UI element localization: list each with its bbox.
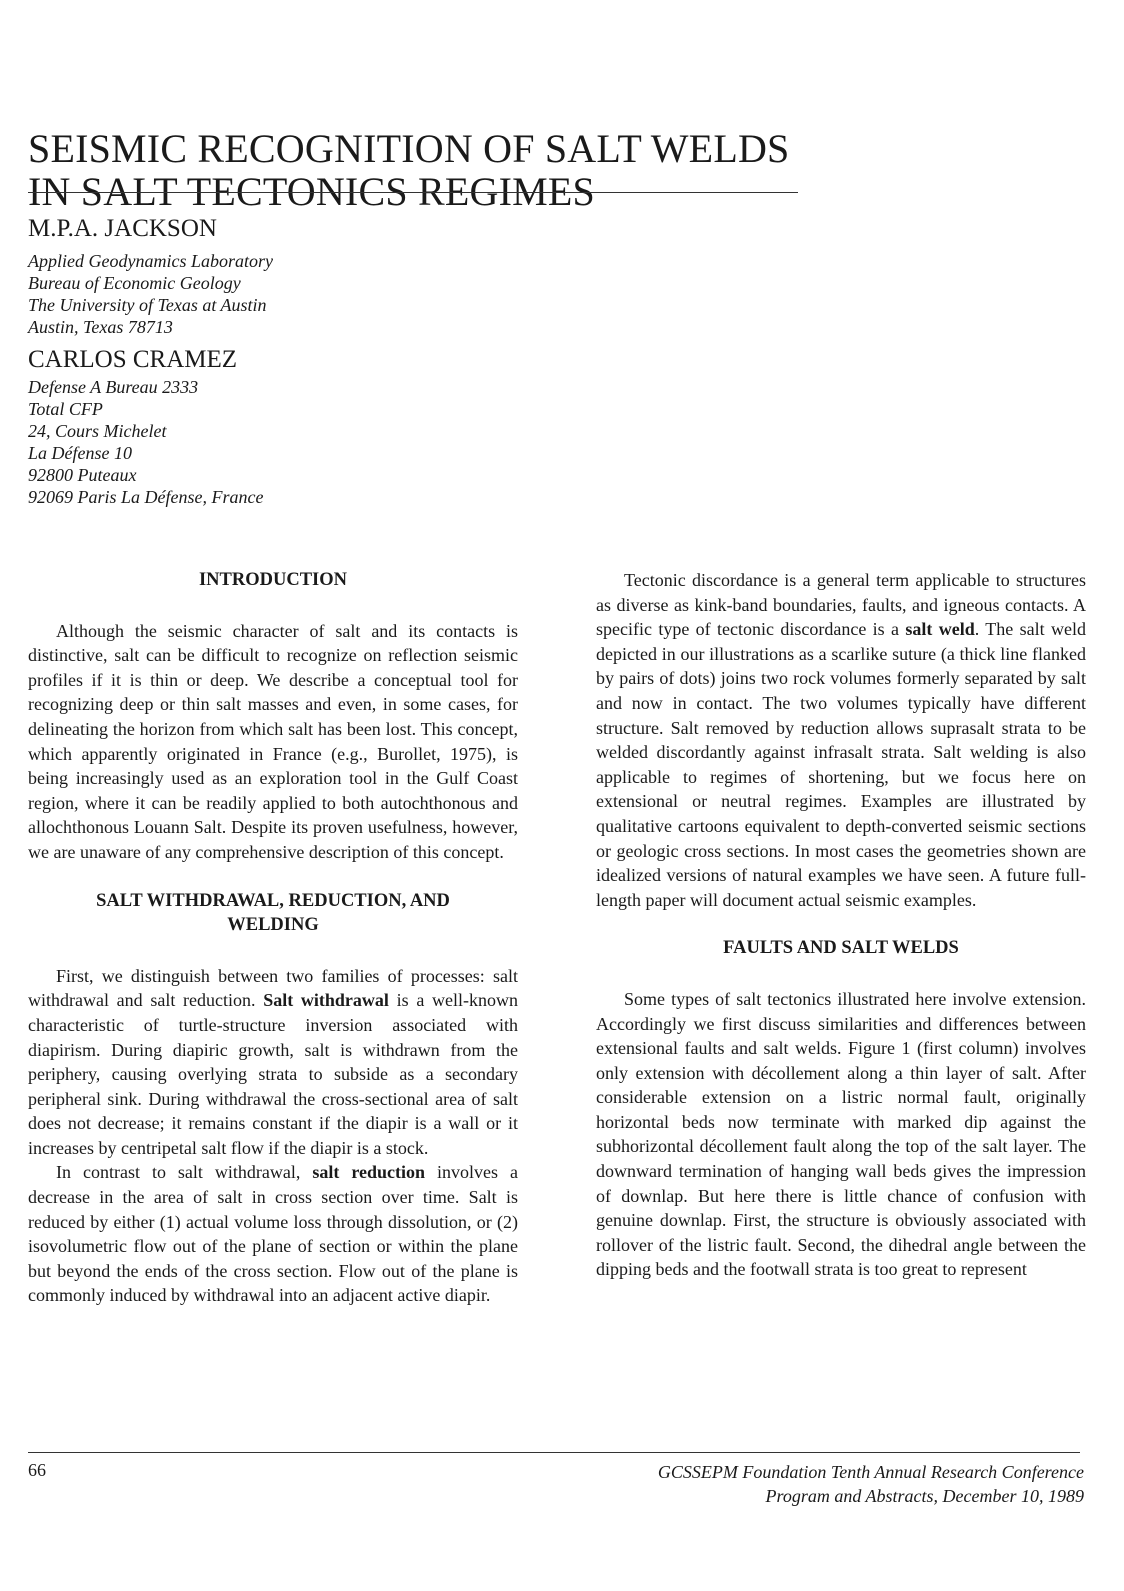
- text-span: Tectonic discordance is a general term applicable to structures as diverse as kink-band boundaries, faults, and igneous contacts. A specific type of tectonic discordance is a: [596, 570, 1086, 640]
- section-heading-withdrawal: SALT WITHDRAWAL, REDUCTION, AND WELDING: [96, 890, 450, 936]
- section-heading-faults: FAULTS AND SALT WELDS: [723, 938, 959, 959]
- withdrawal-paragraph-2: [28, 1160, 518, 1308]
- author-name-2: CARLOS CRAMEZ: [28, 346, 238, 373]
- withdrawal-paragraph-1: [28, 964, 518, 1161]
- right-column: [596, 568, 1086, 1282]
- section-heading-introduction: INTRODUCTION: [198, 570, 348, 590]
- title-line-1: SEISMIC RECOGNITION OF SALT WELDS: [28, 125, 790, 171]
- footer-citation: [658, 1460, 1084, 1508]
- title-rule: [28, 192, 798, 193]
- author-affiliation-1: [28, 250, 273, 338]
- intro-paragraph: Although the seismic character of salt and its contacts is distinctive, salt can be difficult to recognize on reflection seismic profiles if it is thin or deep. We describe a conceptual tool for recognizing deep or thin salt masses and even, in some cases, for delineating the horizon from which salt has been lost. This concept, which apparently originated in France (e.g., Burollet, 1975), is being increasingly used as an exploration tool in the Gulf Coast region, where it can be readily applied to both autochthonous and allochthonous Louann Salt. Despite its proven usefulness, however, we are unaware of any comprehensive description of this concept.: [28, 620, 518, 862]
- footer-line-1: GCSSEPM Foundation Tenth Annual Research Conference: [657, 1462, 1084, 1482]
- affiliation-line: Defense A Bureau 2333: [28, 377, 199, 397]
- paper-title: [28, 127, 818, 213]
- affiliation-line: 24, Cours Michelet: [28, 421, 167, 441]
- footer-rule: [28, 1452, 1080, 1453]
- affiliation-line: Applied Geodynamics Laboratory: [28, 251, 273, 271]
- text-span: is a well-known characteristic of turtle-structure inversion associated with diapirism. During diapiric growth, salt is withdrawn from the periphery, causing overlying strata to subside as a secondary peripheral sink. During withdrawal the cross-sectional area of salt does not decrease; it remains constant if the diapir is a wall or it increases by centripetal salt flow if the diapir is a stock.: [28, 990, 519, 1158]
- author-affiliation-2: [28, 376, 263, 508]
- text-span: In contrast to salt withdrawal,: [56, 1162, 313, 1183]
- author-name-1: M.P.A. JACKSON: [28, 215, 217, 242]
- term-salt-withdrawal: Salt withdrawal: [263, 990, 389, 1011]
- affiliation-line: 92069 Paris La Défense, France: [28, 487, 264, 507]
- title-line-2: IN SALT TECTONICS REGIMES: [28, 168, 595, 214]
- term-salt-reduction: salt reduction: [312, 1162, 426, 1183]
- affiliation-line: Total CFP: [28, 399, 103, 419]
- faults-paragraph: Some types of salt tectonics illustrated here involve extension. Accordingly we first discuss similarities and differences between extensional faults and salt welds. Figure 1 (first column) involves only extension with décollement along a thin layer of salt. After considerable extension on a listric normal fault, originally horizontal beds now terminate with marked dip against the subhorizontal décollement fault along the top of the salt layer. The downward termination of hanging wall beds gives the impression of downlap. But here there is little chance of confusion with genuine downlap. First, the structure is obviously associated with rollover of the listric fault. Second, the dihedral angle between the dipping beds and the footwall strata is too great to represent: [596, 988, 1086, 1280]
- affiliation-line: 92800 Puteaux: [28, 465, 137, 485]
- text-span: . The salt weld depicted in our illustrations as a scarlike suture (a thick line flanked by pairs of dots) joins two rock volumes formerly separated by salt and now in contact. The two volumes typically have different structure. Salt removed by reduction allows suprasalt strata to be welded discordantly against infrasalt strata. Salt welding is also applicable to regimes of shortening, but we focus here on extensional or neutral regimes. Examples are illustrated by qualitative cartoons equivalent to depth-converted seismic sections or geologic cross sections. In most cases the geometries shown are idealized versions of natural examples we have seen. A future full-length paper will document actual seismic examples.: [596, 619, 1086, 910]
- text-span: involves a decrease in the area of salt in cross section over time. Salt is reduced by either (1) actual volume loss through dissolution, or (2) isovolumetric flow out of the plane of section or within the plane but beyond the ends of the cross section. Flow out of the plane is commonly induced by withdrawal into an adjacent active diapir.: [28, 1162, 518, 1306]
- affiliation-line: La Défense 10: [28, 443, 132, 463]
- affiliation-line: Bureau of Economic Geology: [28, 273, 241, 293]
- page-number: 66: [28, 1460, 46, 1480]
- affiliation-line: The University of Texas at Austin: [28, 295, 267, 315]
- affiliation-line: Austin, Texas 78713: [28, 317, 173, 337]
- text-span: First, we distinguish between two families of processes: salt withdrawal and salt reduction.: [28, 965, 518, 1011]
- footer-line-2: Program and Abstracts, December 10, 1989: [765, 1486, 1084, 1506]
- left-column: [28, 568, 518, 1308]
- discordance-paragraph: [596, 568, 1086, 912]
- term-salt-weld: salt weld: [905, 619, 975, 640]
